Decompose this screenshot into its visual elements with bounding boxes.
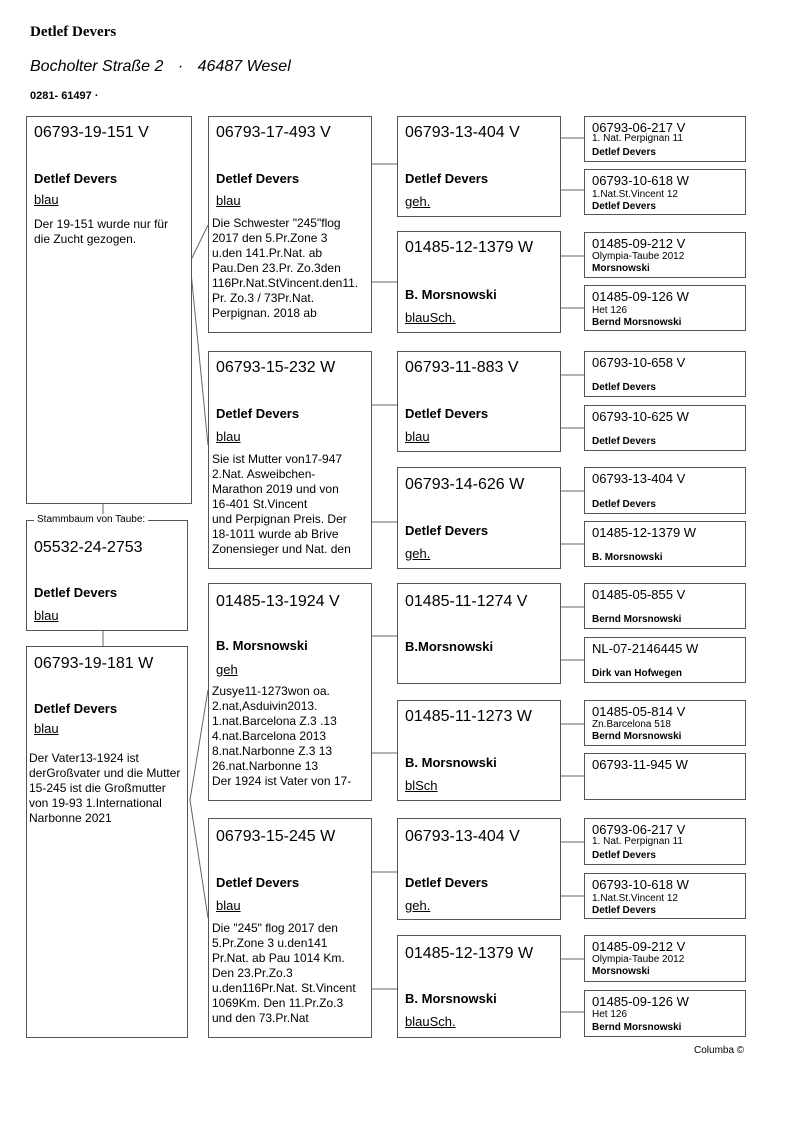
sire-ring: 06793-19-151 V [34,124,149,141]
great-grandparent-ring: 01485-12-1379 W [405,239,534,256]
dam-note: Der Vater13-1924 ist derGroßvater und die Mutter 15-245 ist die Großmutter von 19-93 1.International Narbonne 2021 [29,751,181,825]
dam-owner: Detlef Devers [34,701,118,716]
ancestor-owner: Dirk van Hofwegen [592,668,683,679]
great-grandparent-color: blau [405,429,430,444]
ancestor-ring: 01485-05-855 V [592,587,686,602]
dam-card[interactable] [26,646,188,1038]
ancestor-card[interactable] [584,285,746,331]
ancestor-owner: Detlef Devers [592,382,656,393]
sire-owner: Detlef Devers [34,171,118,186]
ancestor-card[interactable] [584,467,746,514]
ancestor-card[interactable] [584,232,746,278]
ancestor-owner: Detlef Devers [592,436,656,447]
grandparent-card[interactable] [208,351,372,569]
ancestor-info: 1.Nat.St.Vincent 12 [592,189,678,200]
great-grandparent-owner: B. Morsnowski [405,755,497,770]
ancestor-ring: 01485-09-212 V [592,939,686,954]
ancestor-card[interactable] [584,700,746,746]
dam-color: blau [34,721,59,736]
ancestor-card[interactable] [584,116,746,162]
ancestor-info: 1. Nat. Perpignan 11 [592,836,683,847]
grandparent-owner: Detlef Devers [216,171,300,186]
great-grandparent-card[interactable] [397,231,561,333]
great-grandparent-ring: 06793-11-883 V [405,359,519,376]
sire-color: blau [34,192,59,207]
great-grandparent-color: blauSch. [405,1014,456,1029]
great-grandparent-owner: B. Morsnowski [405,991,497,1006]
ancestor-ring: 06793-10-625 W [592,409,689,424]
ancestor-ring: 06793-10-618 W [592,173,689,188]
ancestor-card[interactable] [584,405,746,451]
ancestor-ring: 06793-11-945 W [592,757,688,772]
great-grandparent-ring: 01485-11-1274 V [405,593,528,610]
grandparent-note: Die "245" flog 2017 den 5.Pr.Zone 3 u.den141 Pr.Nat. ab Pau 1014 Km. Den 23.Pr.Zo.3 u.den116Pr.Nat. St.Vincent 1069Km. Den 11.Pr.Zo.3 und den 73.Pr.Nat [212,921,356,1025]
copyright: Columba © [694,1045,745,1056]
ancestor-ring: 06793-06-217 V [592,120,686,135]
great-grandparent-ring: 01485-12-1379 W [405,945,534,962]
ancestor-owner: Bernd Morsnowski [592,1022,682,1033]
great-grandparent-ring: 06793-13-404 V [405,828,520,845]
ancestor-ring: 06793-10-618 W [592,877,689,892]
ancestor-owner: Detlef Devers [592,201,656,212]
great-grandparent-ring: 01485-11-1273 W [405,708,532,725]
phone: 0281- 61497 · [30,90,99,102]
ancestor-owner: Bernd Morsnowski [592,731,682,742]
sire-card[interactable] [26,116,192,504]
address-separator: · [177,58,184,75]
ancestor-card[interactable] [584,818,746,865]
grandparent-ring: 06793-15-245 W [216,828,336,845]
great-grandparent-color: geh. [405,546,431,561]
grandparent-color: blau [216,193,241,208]
ancestor-owner: Detlef Devers [592,147,656,158]
ancestor-owner: Detlef Devers [592,850,656,861]
ancestor-card[interactable] [584,583,746,629]
grandparent-ring: 06793-15-232 W [216,359,336,376]
sire-note: Der 19-151 wurde nur für die Zucht gezogen. [34,217,169,246]
ancestor-ring: 01485-09-126 W [592,289,689,304]
great-grandparent-color: geh. [405,898,431,913]
city: 46487 Wesel [197,58,291,75]
ancestor-owner: Bernd Morsnowski [592,317,682,328]
grandparent-ring: 01485-13-1924 V [216,593,340,610]
ancestor-owner: Detlef Devers [592,905,656,916]
ancestor-card[interactable] [584,351,746,397]
grandparent-color: blau [216,898,241,913]
great-grandparent-card[interactable] [397,935,561,1038]
grandparent-owner: B. Morsnowski [216,638,308,653]
ancestor-card[interactable] [584,169,746,215]
great-grandparent-card[interactable] [397,116,561,217]
great-grandparent-color: geh. [405,194,431,209]
ancestor-owner: Morsnowski [592,263,650,274]
grandparent-card[interactable] [208,818,372,1038]
grandparent-card[interactable] [208,116,372,333]
ancestor-card[interactable] [584,935,746,982]
great-grandparent-card[interactable] [397,818,561,920]
great-grandparent-color: blauSch. [405,310,456,325]
great-grandparent-ring: 06793-13-404 V [405,124,520,141]
great-grandparent-ring: 06793-14-626 W [405,476,525,493]
grandparent-note: Sie ist Mutter von17-947 2.Nat. Asweibchen- Marathon 2019 und von 16-401 St.Vincent und Perpignan Preis. Der 18-1011 wurde ab Brive Zonensieger und Nat. den [212,452,351,556]
ancestor-info: Het 126 [592,305,628,316]
ancestor-info: 1.Nat.St.Vincent 12 [592,893,678,904]
pedigree-label: Stammbaum von Taube: [34,514,148,525]
grandparent-ring: 06793-17-493 V [216,124,331,141]
ancestor-card[interactable] [584,753,746,800]
ancestor-owner: Bernd Morsnowski [592,614,682,625]
ancestor-ring: 01485-09-126 W [592,994,689,1009]
grandparent-color: blau [216,429,241,444]
grandparent-owner: Detlef Devers [216,406,300,421]
ancestor-ring: 06793-13-404 V [592,471,686,486]
grandparent-card[interactable] [208,583,372,801]
grandparent-note: Die Schwester "245"flog 2017 den 5.Pr.Zone 3 u.den 141.Pr.Nat. ab Pau.Den 23.Pr. Zo.3den 116Pr.Nat.StVincent.den11. Pr. Zo.3 / 73Pr.Nat. Perpignan. 2018 ab [212,216,359,320]
ancestor-ring: 01485-05-814 V [592,704,686,719]
ancestor-owner: B. Morsnowski [592,552,663,563]
great-grandparent-card[interactable] [397,467,561,569]
ancestor-ring: 01485-09-212 V [592,236,686,251]
ancestor-ring: 01485-12-1379 W [592,525,697,540]
great-grandparent-owner: Detlef Devers [405,523,489,538]
great-grandparent-card[interactable] [397,700,561,801]
great-grandparent-owner: B.Morsnowski [405,639,494,654]
subject-owner: Detlef Devers [34,585,118,600]
subject-ring: 05532-24-2753 [34,539,143,556]
ancestor-owner: Morsnowski [592,966,650,977]
ancestor-info: 1. Nat. Perpignan 11 [592,133,683,144]
great-grandparent-card[interactable] [397,351,561,452]
ancestor-info: Olympia-Taube 2012 [592,954,685,965]
ancestor-ring: NL-07-2146445 W [592,641,699,656]
subject-color: blau [34,608,59,623]
ancestor-info: Zn.Barcelona 518 [592,719,671,730]
ancestor-owner: Detlef Devers [592,499,656,510]
ancestor-card[interactable] [584,637,746,683]
ancestor-card[interactable] [584,990,746,1037]
subject-card[interactable] [26,520,188,631]
great-grandparent-color: blSch [405,778,438,793]
great-grandparent-owner: Detlef Devers [405,875,489,890]
ancestor-info: Het 126 [592,1009,628,1020]
ancestor-ring: 06793-06-217 V [592,822,686,837]
great-grandparent-owner: Detlef Devers [405,406,489,421]
great-grandparent-owner: B. Morsnowski [405,287,497,302]
dam-ring: 06793-19-181 W [34,655,154,672]
ancestor-info: Olympia-Taube 2012 [592,251,685,262]
breeder-name: Detlef Devers [30,24,117,40]
ancestor-card[interactable] [584,873,746,919]
great-grandparent-card[interactable] [397,583,561,684]
street: Bocholter Straße 2 [30,58,164,75]
ancestor-ring: 06793-10-658 V [592,355,686,370]
great-grandparent-owner: Detlef Devers [405,171,489,186]
ancestor-card[interactable] [584,521,746,567]
grandparent-owner: Detlef Devers [216,875,300,890]
grandparent-note: Zusye11-1273won oa. 2.nat,Asduivin2013. 1.nat.Barcelona Z.3 .13 4.nat.Barcelona 2013 8.nat.Narbonne Z.3 13 26.nat.Narbonne 13 Der 1924 ist Vater von 17- [212,684,352,788]
grandparent-color: geh [216,662,238,677]
